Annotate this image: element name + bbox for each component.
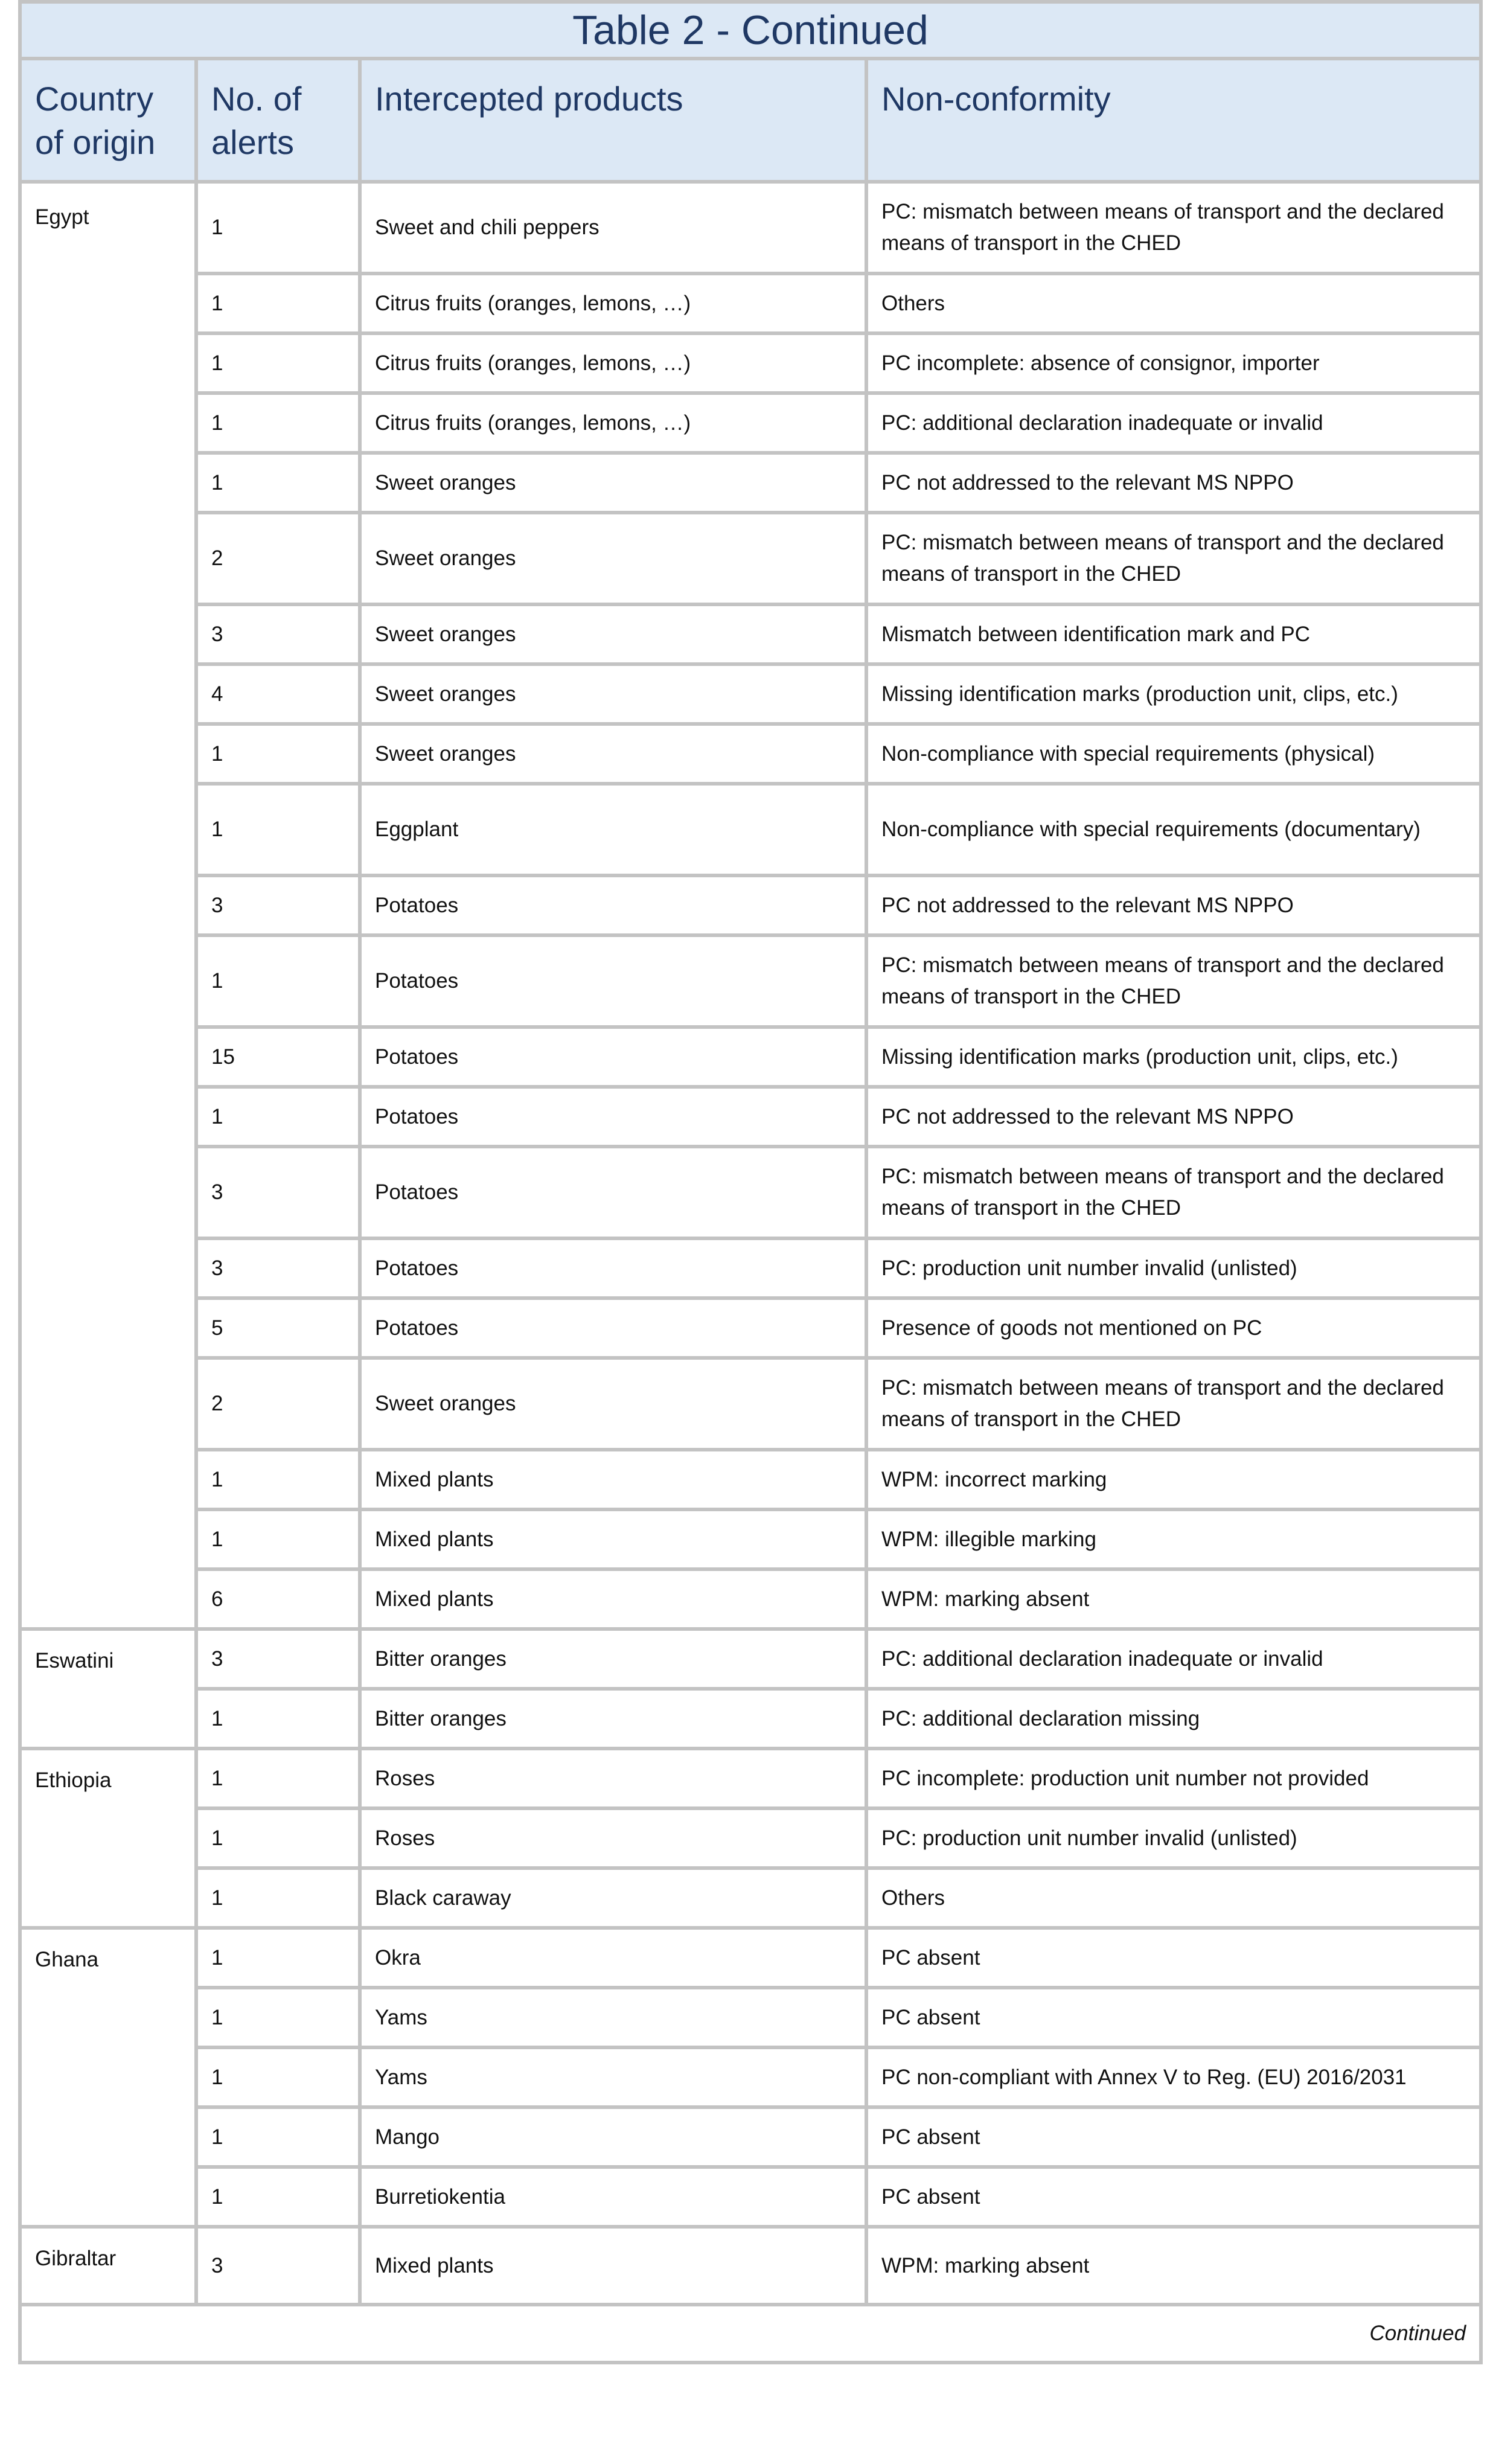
alerts-cell: 3 <box>196 1147 360 1238</box>
product-cell: Bitter oranges <box>360 1629 866 1689</box>
nonconformity-cell: Non-compliance with special requirements (physical) <box>866 724 1481 784</box>
table-row <box>20 393 1481 453</box>
alerts-cell: 3 <box>196 2227 360 2305</box>
alerts-cell: 6 <box>196 1569 360 1629</box>
alerts-cell: 1 <box>196 1808 360 1868</box>
header-products: Intercepted products <box>360 59 866 182</box>
alerts-cell: 1 <box>196 1450 360 1509</box>
table-title: Table 2 - Continued <box>20 2 1481 59</box>
nonconformity-cell: PC non-compliant with Annex V to Reg. (EU) 2016/2031 <box>866 2047 1481 2107</box>
country-cell: Egypt <box>20 182 196 1629</box>
alerts-cell: 3 <box>196 875 360 935</box>
product-cell: Sweet oranges <box>360 664 866 724</box>
table-row <box>20 1450 1481 1509</box>
alerts-cell: 1 <box>196 935 360 1027</box>
product-cell: Mixed plants <box>360 1450 866 1509</box>
product-cell: Eggplant <box>360 784 866 875</box>
alerts-cell: 1 <box>196 1509 360 1569</box>
table-row <box>20 604 1481 664</box>
alerts-cell: 2 <box>196 1358 360 1450</box>
table-row <box>20 935 1481 1027</box>
table-row <box>20 2167 1481 2227</box>
table-row <box>20 1808 1481 1868</box>
product-cell: Mixed plants <box>360 2227 866 2305</box>
alerts-cell: 1 <box>196 182 360 274</box>
nonconformity-cell: Missing identification marks (production unit, clips, etc.) <box>866 664 1481 724</box>
nonconformity-cell: PC not addressed to the relevant MS NPPO <box>866 1087 1481 1147</box>
alerts-cell: 15 <box>196 1027 360 1087</box>
country-cell: Ethiopia <box>20 1749 196 1928</box>
product-cell: Potatoes <box>360 1238 866 1298</box>
alerts-cell: 5 <box>196 1298 360 1358</box>
alerts-cell: 3 <box>196 604 360 664</box>
nonconformity-cell: PC: mismatch between means of transport and the declared means of transport in the CHED <box>866 513 1481 604</box>
table-row <box>20 1358 1481 1450</box>
table-row <box>20 1689 1481 1749</box>
table-row <box>20 2227 1481 2305</box>
nonconformity-cell: PC not addressed to the relevant MS NPPO <box>866 875 1481 935</box>
nonconformity-cell: PC absent <box>866 2107 1481 2167</box>
nonconformity-cell: WPM: marking absent <box>866 1569 1481 1629</box>
table-row <box>20 1928 1481 1988</box>
alerts-cell: 3 <box>196 1629 360 1689</box>
alerts-cell: 1 <box>196 2047 360 2107</box>
alerts-cell: 1 <box>196 2107 360 2167</box>
alerts-cell: 1 <box>196 1689 360 1749</box>
country-cell: Gibraltar <box>20 2227 196 2305</box>
alerts-cell: 1 <box>196 1087 360 1147</box>
product-cell: Potatoes <box>360 875 866 935</box>
table-container <box>18 0 1479 2364</box>
country-cell: Ghana <box>20 1928 196 2227</box>
product-cell: Sweet oranges <box>360 453 866 513</box>
continued-note: Continued <box>20 2305 1481 2363</box>
nonconformity-cell: Non-compliance with special requirements (documentary) <box>866 784 1481 875</box>
product-cell: Black caraway <box>360 1868 866 1928</box>
alerts-cell: 1 <box>196 1749 360 1808</box>
table-row <box>20 1988 1481 2047</box>
product-cell: Citrus fruits (oranges, lemons, …) <box>360 333 866 393</box>
table-row <box>20 1569 1481 1629</box>
alerts-cell: 1 <box>196 724 360 784</box>
product-cell: Potatoes <box>360 1087 866 1147</box>
header-alerts: No. of alerts <box>196 59 360 182</box>
table-row <box>20 2047 1481 2107</box>
table-row <box>20 1027 1481 1087</box>
product-cell: Potatoes <box>360 1027 866 1087</box>
alerts-cell: 1 <box>196 453 360 513</box>
table-row <box>20 1238 1481 1298</box>
alerts-cell: 1 <box>196 1988 360 2047</box>
nonconformity-cell: PC: additional declaration inadequate or invalid <box>866 393 1481 453</box>
product-cell: Yams <box>360 2047 866 2107</box>
table-row <box>20 1868 1481 1928</box>
alerts-table <box>18 0 1483 2364</box>
nonconformity-cell: PC absent <box>866 1928 1481 1988</box>
table-row <box>20 1629 1481 1689</box>
product-cell: Sweet and chili peppers <box>360 182 866 274</box>
alerts-cell: 3 <box>196 1238 360 1298</box>
product-cell: Potatoes <box>360 1298 866 1358</box>
table-row <box>20 784 1481 875</box>
header-nonconformity: Non-conformity <box>866 59 1481 182</box>
nonconformity-cell: Mismatch between identification mark and PC <box>866 604 1481 664</box>
nonconformity-cell: PC: mismatch between means of transport and the declared means of transport in the CHED <box>866 1358 1481 1450</box>
alerts-cell: 1 <box>196 784 360 875</box>
table-row <box>20 1509 1481 1569</box>
table-row <box>20 664 1481 724</box>
table-body <box>20 182 1481 2305</box>
table-row <box>20 513 1481 604</box>
nonconformity-cell: PC: mismatch between means of transport and the declared means of transport in the CHED <box>866 935 1481 1027</box>
alerts-cell: 1 <box>196 274 360 333</box>
alerts-cell: 2 <box>196 513 360 604</box>
table-row <box>20 333 1481 393</box>
product-cell: Sweet oranges <box>360 513 866 604</box>
table-row <box>20 453 1481 513</box>
alerts-cell: 1 <box>196 393 360 453</box>
nonconformity-cell: PC: mismatch between means of transport and the declared means of transport in the CHED <box>866 1147 1481 1238</box>
table-row <box>20 1298 1481 1358</box>
product-cell: Citrus fruits (oranges, lemons, …) <box>360 274 866 333</box>
nonconformity-cell: WPM: incorrect marking <box>866 1450 1481 1509</box>
product-cell: Potatoes <box>360 1147 866 1238</box>
nonconformity-cell: PC absent <box>866 1988 1481 2047</box>
nonconformity-cell: PC absent <box>866 2167 1481 2227</box>
product-cell: Mixed plants <box>360 1569 866 1629</box>
nonconformity-cell: WPM: illegible marking <box>866 1509 1481 1569</box>
product-cell: Mango <box>360 2107 866 2167</box>
table-row <box>20 182 1481 274</box>
product-cell: Mixed plants <box>360 1509 866 1569</box>
nonconformity-cell: PC incomplete: production unit number not provided <box>866 1749 1481 1808</box>
product-cell: Citrus fruits (oranges, lemons, …) <box>360 393 866 453</box>
product-cell: Okra <box>360 1928 866 1988</box>
table-row <box>20 1147 1481 1238</box>
table-row <box>20 2107 1481 2167</box>
table-row <box>20 875 1481 935</box>
product-cell: Yams <box>360 1988 866 2047</box>
nonconformity-cell: PC: production unit number invalid (unlisted) <box>866 1808 1481 1868</box>
nonconformity-cell: PC not addressed to the relevant MS NPPO <box>866 453 1481 513</box>
product-cell: Sweet oranges <box>360 724 866 784</box>
product-cell: Roses <box>360 1749 866 1808</box>
nonconformity-cell: Others <box>866 1868 1481 1928</box>
nonconformity-cell: PC incomplete: absence of consignor, importer <box>866 333 1481 393</box>
alerts-cell: 1 <box>196 1928 360 1988</box>
header-country: Country of origin <box>20 59 196 182</box>
table-row <box>20 274 1481 333</box>
table-row <box>20 724 1481 784</box>
nonconformity-cell: PC: additional declaration missing <box>866 1689 1481 1749</box>
table-row <box>20 1087 1481 1147</box>
product-cell: Potatoes <box>360 935 866 1027</box>
alerts-cell: 1 <box>196 2167 360 2227</box>
nonconformity-cell: PC: mismatch between means of transport and the declared means of transport in the CHED <box>866 182 1481 274</box>
table-row <box>20 1749 1481 1808</box>
alerts-cell: 1 <box>196 333 360 393</box>
product-cell: Sweet oranges <box>360 604 866 664</box>
alerts-cell: 4 <box>196 664 360 724</box>
alerts-cell: 1 <box>196 1868 360 1928</box>
product-cell: Roses <box>360 1808 866 1868</box>
product-cell: Burretiokentia <box>360 2167 866 2227</box>
nonconformity-cell: WPM: marking absent <box>866 2227 1481 2305</box>
nonconformity-cell: PC: production unit number invalid (unlisted) <box>866 1238 1481 1298</box>
nonconformity-cell: Presence of goods not mentioned on PC <box>866 1298 1481 1358</box>
nonconformity-cell: Missing identification marks (production unit, clips, etc.) <box>866 1027 1481 1087</box>
product-cell: Bitter oranges <box>360 1689 866 1749</box>
nonconformity-cell: Others <box>866 274 1481 333</box>
product-cell: Sweet oranges <box>360 1358 866 1450</box>
nonconformity-cell: PC: additional declaration inadequate or invalid <box>866 1629 1481 1689</box>
country-cell: Eswatini <box>20 1629 196 1749</box>
